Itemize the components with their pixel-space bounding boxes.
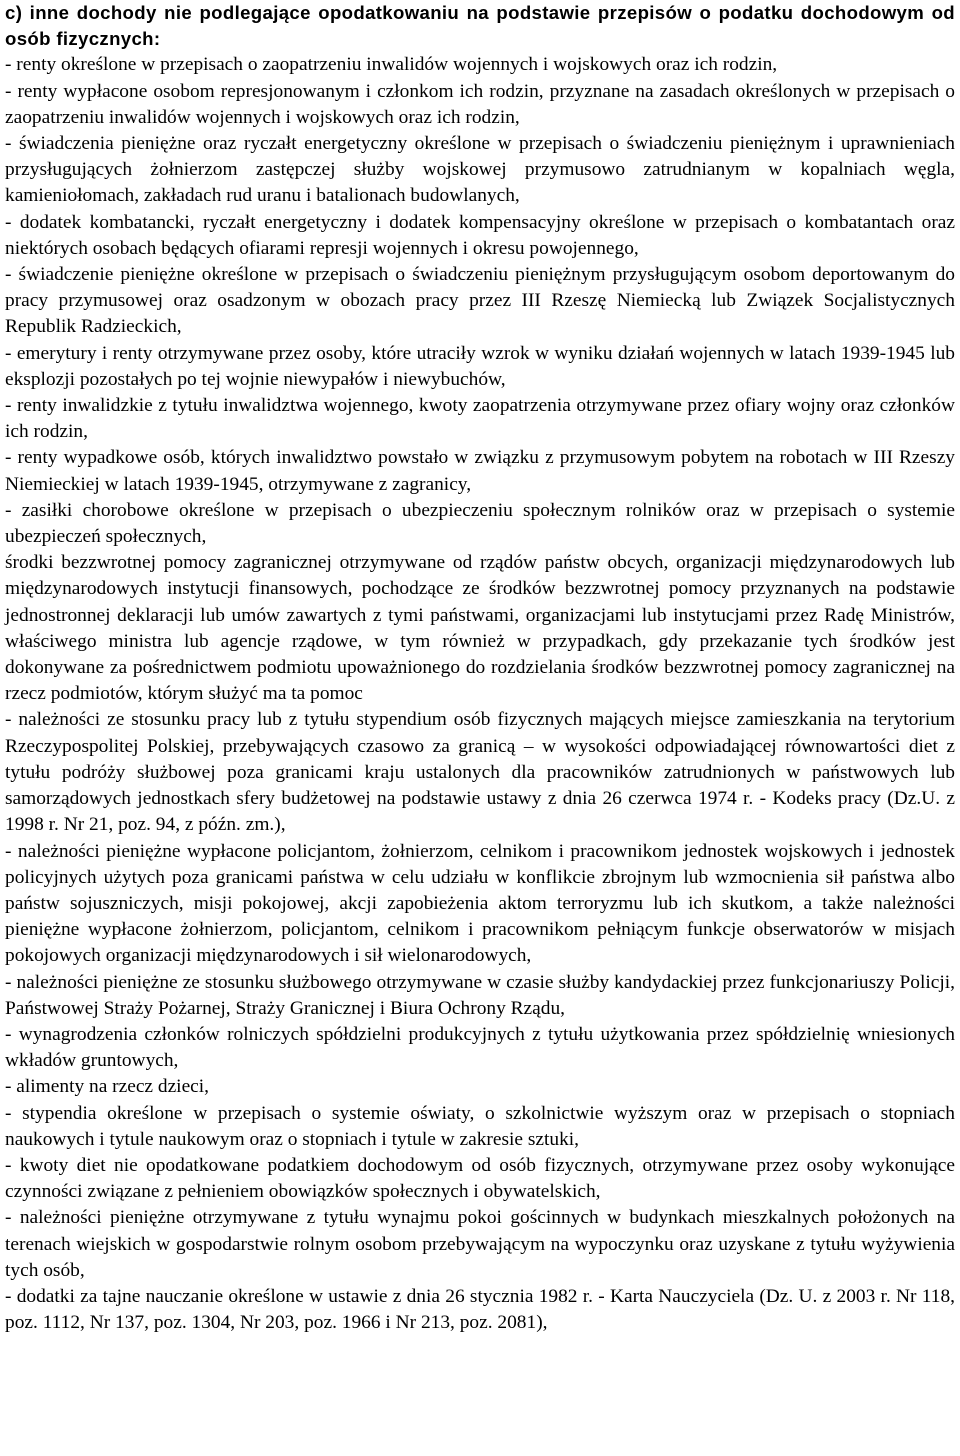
list-item: - renty określone w przepisach o zaopatrzeniu inwalidów wojennych i wojskowych oraz ich rodzin, [5,54,778,76]
list-item: - dodatki za tajne nauczanie określone w ustawie z dnia 26 stycznia 1982 r. - Karta Nauczyciela (Dz. U. z 2003 r. Nr 118, poz. 1112, Nr 137, poz. 1304, Nr 203, poz. 1966 i Nr 213, poz. 2081), [5,1285,955,1334]
list-item: środki bezzwrotnej pomocy zagranicznej otrzymywane od rządów państw obcych, organizacji międzynarodowych lub międzynarodowych instytucji finansowych, pochodzące ze środków bezzwrotnej pomocy przyznanych na podstawie jednostronnej deklaracji lub umów zawartych z tymi państwami, organizacjami lub instytucjami przez Radę Ministrów, właściwego ministra lub agencje rządowe, w tym również w przypadkach, gdy przekazanie tych środków jest dokonywane za pośrednictwem podmiotu upoważnionego do rozdzielania środków bezzwrotnej pomocy zagranicznej na rzecz podmiotów, którym służyć ma ta pomoc [5,552,955,705]
list-item: - należności ze stosunku pracy lub z tytułu stypendium osób fizycznych mających miejsce zamieszkania na terytorium Rzeczypospolitej Polskiej, przebywających czasowo za granicą – w wysokości odpowiadającej równowartości diet z tytułu podróży służbowej poza granicami kraju ustalonych dla pracowników zatrudnionych w państwowych lub samorządowych jednostkach sfery budżetowej na podstawie ustawy z dnia 26 czerwca 1974 r. - Kodeks pracy (Dz.U. z 1998 r. Nr 21, poz. 94, z późn. zm.), [5,709,955,836]
list-item: - świadczenia pieniężne oraz ryczałt energetyczny określone w przepisach o świadczeniu pieniężnym i uprawnieniach przysługujących żołnierzom zastępczej służby wojskowej przymusowo zatrudnianym w kopalniach węgla, kamieniołomach, zakładach rud uranu i batalionach budowlanych, [5,133,955,207]
list-item: - emerytury i renty otrzymywane przez osoby, które utraciły wzrok w wyniku działań wojennych w latach 1939-1945 lub eksplozji pozostałych po tej wojnie niewypałów i niewybuchów, [5,342,955,390]
list-item: - należności pieniężne wypłacone policjantom, żołnierzom, celnikom i pracownikom jednostek wojskowych i jednostek policyjnych użytych poza granicami państwa w celu udziału w konflikcie zbrojnym lub wzmocnienia sił państwa albo państw sojuszniczych, misji pokojowej, akcji zapobieżenia aktom terroryzmu lub ich skutkom, a także należności pieniężne wypłacone żołnierzom, policjantom, celnikom i pracownikom pełniącym funkcje obserwatorów w misjach pokojowych organizacji międzynarodowych i sił wielonarodowych, [5,840,955,967]
list-item: - stypendia określone w przepisach o systemie oświaty, o szkolnictwie wyższym oraz w przepisach o stopniach naukowych i tytule naukowym oraz o stopniach i tytule w zakresie sztuki, [5,1102,955,1150]
list-item: - renty inwalidzkie z tytułu inwalidztwa wojennego, kwoty zaopatrzenia otrzymywane przez ofiary wojny oraz członków ich rodzin, [5,395,955,443]
list-item: - należności pieniężne ze stosunku służbowego otrzymywane w czasie służby kandydackiej przez funkcjonariuszy Policji, Państwowej Straży Pożarnej, Straży Granicznej i Biura Ochrony Rządu, [5,971,955,1019]
section-heading: c) inne dochody nie podlegające opodatkowaniu na podstawie przepisów o podatku dochodowym od osób fizycznych: [5,2,955,50]
list-item: - renty wypłacone osobom represjonowanym i członkom ich rodzin, przyznane na zasadach określonych w przepisach o zaopatrzeniu inwalidów wojennych i wojskowych oraz ich rodzin, [5,80,955,128]
list-item: - dodatek kombatancki, ryczałt energetyczny i dodatek kompensacyjny określone w przepisach o kombatantach oraz niektórych osobach będących ofiarami represji wojennych i okresu powojennego, [5,211,955,259]
list-item: - wynagrodzenia członków rolniczych spółdzielni produkcyjnych z tytułu użytkowania przez spółdzielnię wniesionych wkładów gruntowych, [5,1023,955,1072]
list-item: - alimenty na rzecz dzieci, [5,1076,210,1098]
income-list [5,52,955,1336]
list-item: - renty wypadkowe osób, których inwalidztwo powstało w związku z przymusowym pobytem na robotach w III Rzeszy Niemieckiej w latach 1939-1945, otrzymywane z zagranicy, [5,447,955,495]
list-item: - kwoty diet nie opodatkowane podatkiem dochodowym od osób fizycznych, otrzymywane przez osoby wykonujące czynności związane z pełnieniem obowiązków społecznych i obywatelskich, [5,1154,955,1203]
document-page [5,0,955,1336]
list-item: - zasiłki chorobowe określone w przepisach o ubezpieczeniu społecznym rolników oraz w przepisach o systemie ubezpieczeń społecznych, [5,499,955,548]
list-item: - należności pieniężne otrzymywane z tytułu wynajmu pokoi gościnnych w budynkach mieszkalnych położonych na terenach wiejskich w gospodarstwie rolnym osobom przebywającym na wypoczynku oraz uzyskane z tytułu wyżywienia tych osób, [5,1207,955,1281]
list-item: - świadczenie pieniężne określone w przepisach o świadczeniu pieniężnym przysługującym osobom deportowanym do pracy przymusowej oraz osadzonym w obozach pracy przez III Rzeszę Niemiecką lub Związek Socjalistycznych Republik Radzieckich, [5,264,955,338]
